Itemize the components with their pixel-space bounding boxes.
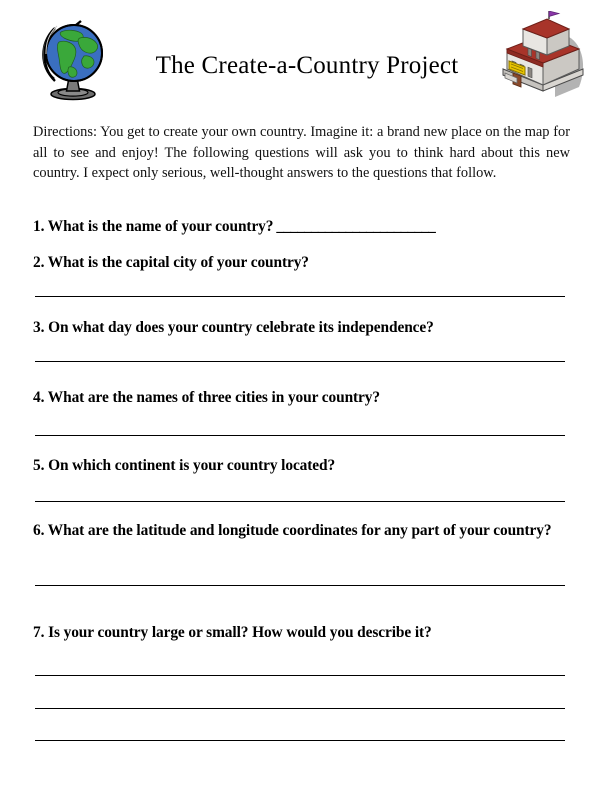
answer-line[interactable]: [35, 296, 565, 297]
worksheet-header: [0, 0, 612, 100]
answer-line[interactable]: [35, 585, 565, 586]
globe-clipart-icon: [36, 13, 110, 101]
directions-text: Directions: You get to create your own country. Imagine it: a brand new place on the map for all to see and enjoy! The following questions will ask you to think hard about this new country. I expect only serious, well-thought answers to the questions that follow.: [33, 124, 570, 182]
inline-answer-blank[interactable]: _______________________: [273, 218, 436, 235]
answer-line[interactable]: [35, 435, 565, 436]
answer-line[interactable]: [35, 361, 565, 362]
directions-paragraph: [33, 122, 570, 184]
question-text: 4. What are the names of three cities in your country?: [33, 389, 380, 406]
page-title: The Create-a-Country Project: [155, 52, 459, 79]
government-building-clipart-icon: [497, 11, 593, 103]
answer-line[interactable]: [35, 708, 565, 709]
question-text: 3. On what day does your country celebrate its independence?: [33, 319, 434, 336]
question-text: 1. What is the name of your country? _______________________: [33, 218, 436, 235]
question-text: 7. Is your country large or small? How would you describe it?: [33, 624, 432, 641]
question-text: 2. What is the capital city of your country?: [33, 254, 309, 271]
question-text: 5. On which continent is your country located?: [33, 457, 336, 474]
answer-line[interactable]: [35, 501, 565, 502]
answer-line[interactable]: [35, 675, 565, 676]
answer-line[interactable]: [35, 740, 565, 741]
question-text: 6. What are the latitude and longitude coordinates for any part of your country?: [33, 522, 552, 539]
